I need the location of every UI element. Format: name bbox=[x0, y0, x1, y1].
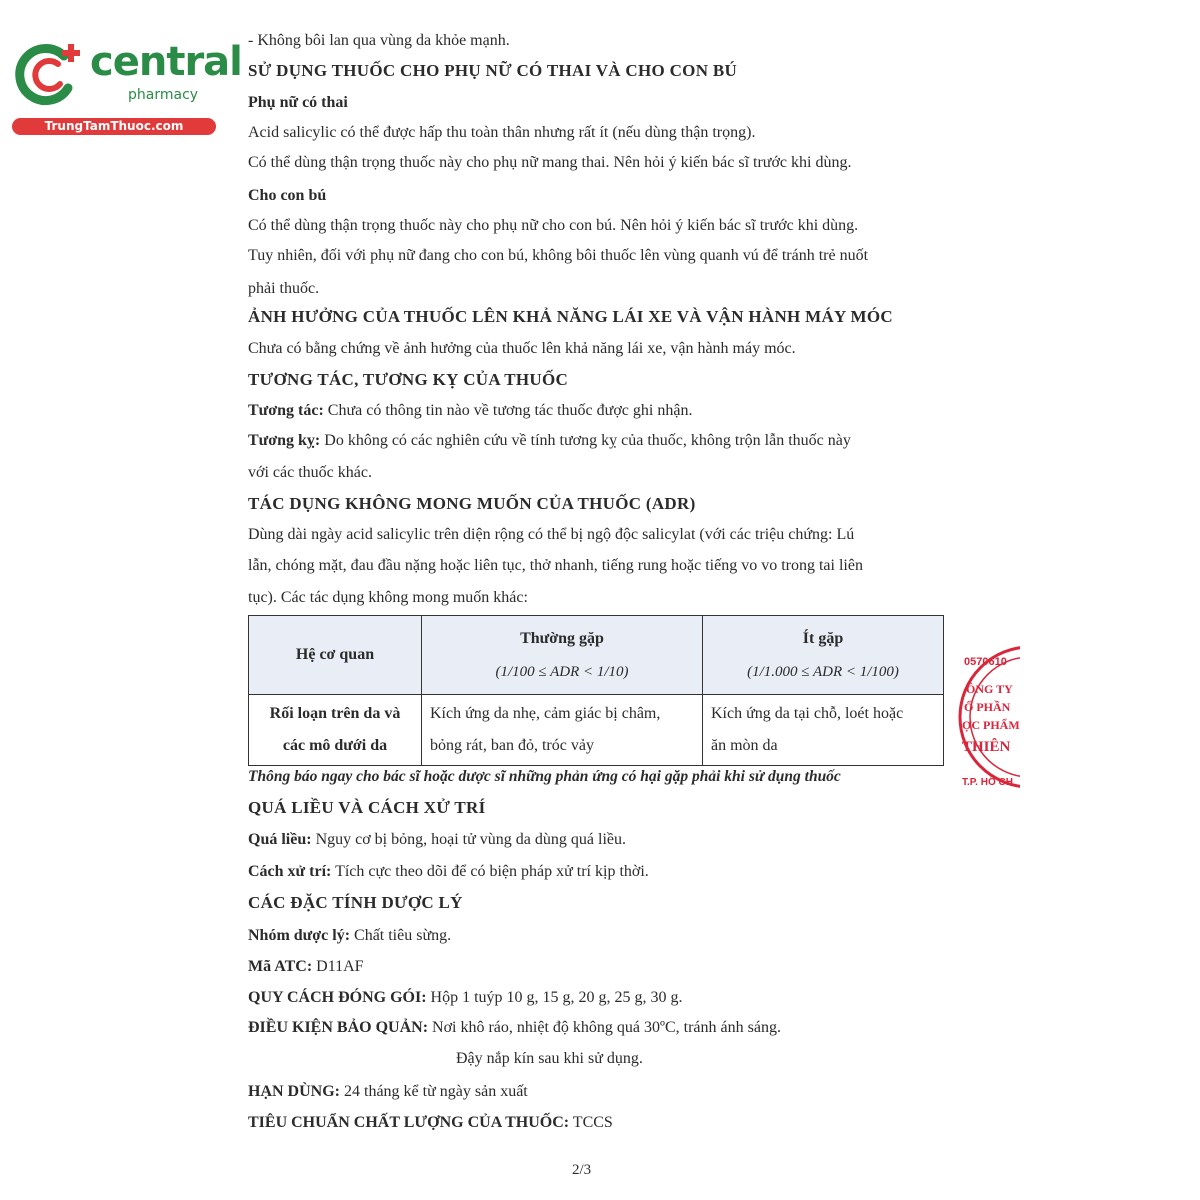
stamp-city: T.P. HỒ CH bbox=[962, 777, 1013, 788]
adr-notice: Thông báo ngay cho bác sĩ hoặc dược sĩ những phản ứng có hại gặp phải khi sử dụng thuốc bbox=[248, 768, 841, 785]
interaction-key: Tương tác: bbox=[248, 402, 324, 419]
stamp-line-3: ỢC PHẨM bbox=[962, 718, 1020, 732]
cell-common-line-2: bỏng rát, ban đỏ, tróc vảy bbox=[430, 737, 594, 754]
logo-subtitle: pharmacy bbox=[128, 87, 199, 103]
stamp-code: 0570610 bbox=[964, 656, 1007, 668]
header-uncommon-frequency: (1/1.000 ≤ ADR < 1/100) bbox=[747, 663, 899, 680]
packaging-key: QUY CÁCH ĐÓNG GÓI: bbox=[248, 989, 427, 1006]
section-heading-driving: ẢNH HƯỞNG CỦA THUỐC LÊN KHẢ NĂNG LÁI XE VÀ VẬN HÀNH MÁY MÓC bbox=[248, 307, 893, 326]
section-heading-pharmacology: CÁC ĐẶC TÍNH DƯỢC LÝ bbox=[248, 893, 463, 912]
expiry-key: HẠN DÙNG: bbox=[248, 1083, 340, 1100]
cell-uncommon-line-1: Kích ứng da tại chỗ, loét hoặc bbox=[711, 705, 904, 722]
pharma-group-line bbox=[248, 925, 451, 947]
section-heading-adr: TÁC DỤNG KHÔNG MONG MUỐN CỦA THUỐC (ADR) bbox=[248, 494, 696, 513]
header-cell-uncommon bbox=[703, 616, 944, 695]
paragraph-line: Chưa có bằng chứng về ảnh hưởng của thuốc lên khả năng lái xe, vận hành máy móc. bbox=[248, 340, 796, 357]
treatment-key: Cách xử trí: bbox=[248, 863, 332, 880]
standard-line bbox=[248, 1112, 613, 1134]
paragraph-line: tục). Các tác dụng không mong muốn khác: bbox=[248, 589, 528, 606]
adr-table bbox=[248, 615, 944, 766]
section-heading-interactions: TƯƠNG TÁC, TƯƠNG KỴ CỦA THUỐC bbox=[248, 370, 569, 389]
paragraph-line: phải thuốc. bbox=[248, 280, 320, 297]
header-system-label: Hệ cơ quan bbox=[295, 646, 375, 663]
paragraph-line: Có thể dùng thận trọng thuốc này cho phụ nữ mang thai. Nên hỏi ý kiến bác sĩ trước khi dùng. bbox=[248, 154, 852, 171]
section-heading-overdose: QUÁ LIỀU VÀ CÁCH XỬ TRÍ bbox=[248, 798, 486, 817]
pharma-group-value: Chất tiêu sừng. bbox=[350, 927, 452, 944]
header-common-frequency: (1/100 ≤ ADR < 1/10) bbox=[495, 663, 629, 680]
packaging-value: Hộp 1 tuýp 10 g, 15 g, 20 g, 25 g, 30 g. bbox=[426, 989, 683, 1006]
paragraph-line: với các thuốc khác. bbox=[248, 464, 372, 481]
cell-system bbox=[249, 695, 422, 766]
atc-key: Mã ATC: bbox=[248, 958, 313, 975]
treatment-line bbox=[248, 861, 649, 883]
company-stamp-icon bbox=[958, 635, 1020, 800]
storage-line bbox=[248, 1017, 781, 1039]
incompatibility-key: Tương kỵ: bbox=[248, 432, 321, 449]
header-common-label: Thường gặp bbox=[520, 629, 604, 647]
pharma-group-key: Nhóm dược lý: bbox=[248, 927, 351, 944]
stamp-line-1: ÔNG TY bbox=[966, 682, 1013, 696]
storage-key: ĐIỀU KIỆN BẢO QUẢN: bbox=[248, 1019, 429, 1036]
paragraph-line: Acid salicylic có thể được hấp thu toàn thân nhưng rất ít (nếu dùng thận trọng). bbox=[248, 124, 756, 141]
stamp-line-2: Ổ PHẦN bbox=[964, 700, 1011, 714]
cell-uncommon-line-2: ăn mòn da bbox=[711, 737, 778, 754]
standard-key: TIÊU CHUẨN CHẤT LƯỢNG CỦA THUỐC: bbox=[248, 1114, 570, 1131]
cell-common bbox=[422, 695, 703, 766]
header-cell-system bbox=[249, 616, 422, 695]
header-uncommon-label: Ít gặp bbox=[802, 629, 844, 647]
table-row bbox=[249, 695, 944, 766]
header-cell-common bbox=[422, 616, 703, 695]
cell-uncommon bbox=[703, 695, 944, 766]
overdose-line bbox=[248, 829, 626, 851]
overdose-key: Quá liều: bbox=[248, 831, 312, 848]
page-number: 2/3 bbox=[572, 1162, 592, 1178]
subheading-nursing: Cho con bú bbox=[248, 187, 327, 204]
interaction-line bbox=[248, 400, 692, 422]
interaction-value: Chưa có thông tin nào về tương tác thuốc được ghi nhận. bbox=[323, 402, 693, 419]
cell-system-line-1: Rối loạn trên da và bbox=[269, 705, 401, 722]
packaging-line bbox=[248, 987, 683, 1009]
section-heading-pregnancy: SỬ DỤNG THUỐC CHO PHỤ NỮ CÓ THAI VÀ CHO CON BÚ bbox=[248, 61, 738, 80]
paragraph-line: lẫn, chóng mặt, đau đầu nặng hoặc liên tục, thở nhanh, tiếng rung hoặc tiếng vo vo trong tai liên bbox=[248, 557, 863, 574]
incompatibility-line bbox=[248, 430, 851, 452]
expiry-value: 24 tháng kể từ ngày sản xuất bbox=[340, 1083, 528, 1100]
overdose-value: Nguy cơ bị bỏng, hoại tử vùng da dùng quá liều. bbox=[311, 831, 626, 848]
pharmacy-cross-logo-icon bbox=[12, 38, 84, 110]
cell-system-line-2: các mô dưới da bbox=[282, 737, 388, 754]
paragraph-line: Có thể dùng thận trọng thuốc này cho phụ nữ cho con bú. Nên hỏi ý kiến bác sĩ trước khi dùng. bbox=[248, 217, 859, 234]
subheading-pregnant: Phụ nữ có thai bbox=[248, 94, 348, 111]
stamp-line-4: THIÊN bbox=[962, 739, 1011, 755]
expiry-line bbox=[248, 1081, 528, 1103]
table-header-row bbox=[249, 616, 944, 695]
storage-line-2: Đậy nắp kín sau khi sử dụng. bbox=[456, 1050, 643, 1067]
atc-line bbox=[248, 956, 364, 978]
atc-value: D11AF bbox=[312, 958, 364, 975]
central-pharmacy-logo bbox=[8, 30, 242, 140]
paragraph-line: Dùng dài ngày acid salicylic trên diện rộng có thể bị ngộ độc salicylat (với các triệu chứng: Lú bbox=[248, 526, 855, 543]
cell-common-line-1: Kích ứng da nhẹ, cảm giác bị châm, bbox=[430, 705, 661, 722]
storage-value: Nơi khô ráo, nhiệt độ không quá 30ºC, tránh ánh sáng. bbox=[428, 1019, 781, 1036]
logo-wordmark: central bbox=[90, 39, 242, 85]
paragraph-line: Tuy nhiên, đối với phụ nữ đang cho con bú, không bôi thuốc lên vùng quanh vú để tránh trẻ nuốt bbox=[248, 247, 869, 264]
treatment-value: Tích cực theo dõi để có biện pháp xử trí kịp thời. bbox=[331, 863, 649, 880]
incompatibility-value: Do không có các nghiên cứu về tính tương kỵ của thuốc, không trộn lẫn thuốc này bbox=[320, 432, 851, 449]
standard-value: TCCS bbox=[569, 1114, 613, 1131]
bullet-line: - Không bôi lan qua vùng da khỏe mạnh. bbox=[248, 32, 510, 49]
logo-website-band: TrungTamThuoc.com bbox=[12, 118, 216, 135]
